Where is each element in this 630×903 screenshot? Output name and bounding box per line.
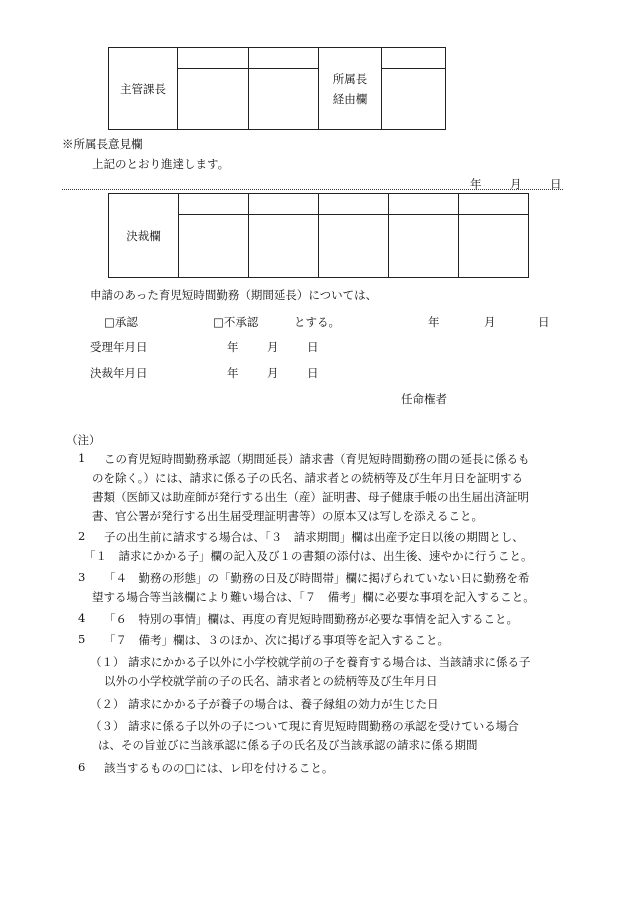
decided-year: 年 <box>227 366 239 380</box>
note-number: 3 <box>78 570 86 584</box>
stamp-cell <box>389 215 459 278</box>
note-number: 6 <box>78 760 86 774</box>
stamp-cell <box>178 69 249 130</box>
affiliation-label-cell <box>319 48 382 130</box>
result-intro: 申請のあった育児短時間勤務（期間延長）については、 <box>90 288 378 302</box>
note-line: 「４ 勤務の形態」の「勤務の日及び時間帯」欄に掲げられていない日に勤務を希 <box>104 571 530 585</box>
note-line: 請求にかかる子以外に小学校就学前の子を養育する場合は、当該請求に係る子 <box>128 655 531 669</box>
decision-label: 決裁欄 <box>126 228 161 243</box>
received-year: 年 <box>227 340 239 354</box>
stamp-cell <box>249 215 319 278</box>
note-number: （１） <box>90 655 125 669</box>
affiliation-label-line1: 所属長 <box>332 71 368 86</box>
note-line: この育児短時間勤務承認（期間延長）請求書（育児短時間勤務の間の延長に係るも <box>104 452 530 466</box>
stamp-cell <box>382 48 446 69</box>
note-line: 子の出生前に請求する場合は、「３ 請求期間」欄は出産予定日以後の期間とし、 <box>104 530 524 544</box>
received-day: 日 <box>307 340 319 354</box>
notes-heading: （注） <box>66 433 101 447</box>
supervisor-label-cell <box>109 48 178 130</box>
note-number: （３） <box>90 719 125 733</box>
received-date-label: 受理年月日 <box>90 340 148 354</box>
note-line: 書、官公署が発行する出生届受理証明書等）の原本又は写しを添えること。 <box>92 509 483 523</box>
opinion-year: 年 <box>470 177 482 191</box>
note-line: 該当するものの□には、レ印を付けること。 <box>104 761 334 775</box>
opinion-text: 上記のとおり進達します。 <box>92 157 230 171</box>
note-line: のを除く。）には、請求に係る子の氏名、請求者との続柄等及び生年月日を証明する <box>92 471 524 485</box>
note-line: 請求に係る子以外の子について現に育児短時間勤務の承認を受けている場合 <box>128 719 519 733</box>
result-year: 年 <box>428 315 440 329</box>
note-number: 5 <box>78 632 86 646</box>
opinion-heading: ※所属長意見欄 <box>62 137 143 151</box>
note-number: （２） <box>90 697 125 711</box>
stamp-cell <box>319 194 389 215</box>
disapprove-checkbox[interactable]: □不承認 <box>213 315 259 329</box>
decision-table <box>108 193 529 278</box>
note-line: 書類（医師又は助産師が発行する出生（産）証明書、母子健康手帳の出生届出済証明 <box>92 490 529 504</box>
note-line: 「７ 備考」欄は、３のほか、次に掲げる事項等を記入すること。 <box>104 633 449 647</box>
note-line: 望する場合等当該欄により難い場合は、「７ 備考」欄に必要な事項を記入すること。 <box>92 590 535 604</box>
stamp-cell <box>249 194 319 215</box>
stamp-cell <box>459 194 529 215</box>
opinion-day: 日 <box>550 177 562 191</box>
appointing-authority: 任命権者 <box>401 392 447 406</box>
stamp-cell <box>382 69 446 130</box>
opinion-month: 月 <box>510 177 522 191</box>
stamp-cell <box>179 215 249 278</box>
supervisor-label: 主管課長 <box>120 81 166 96</box>
note-line: 「６ 特別の事情」欄は、再度の育児短時間勤務が必要な事情を記入すること。 <box>104 612 518 626</box>
result-day: 日 <box>538 315 550 329</box>
approve-checkbox[interactable]: □承認 <box>104 315 138 329</box>
note-line: は、その旨並びに当該承認に係る子の氏名及び当該承認の請求に係る期間 <box>98 738 478 752</box>
stamp-cell <box>319 215 389 278</box>
note-number: 4 <box>78 611 86 625</box>
result-month: 月 <box>484 315 496 329</box>
note-number: 2 <box>78 529 86 543</box>
top-approval-table <box>108 47 446 130</box>
stamp-cell <box>179 194 249 215</box>
affiliation-label-line2: 経由欄 <box>332 91 368 106</box>
note-line: 「１ 請求にかかる子」欄の記入及び１の書類の添付は、出生後、速やかに行うこと。 <box>84 549 533 563</box>
note-number: 1 <box>78 451 86 465</box>
decision-label-cell <box>109 194 179 278</box>
stamp-cell <box>249 69 319 130</box>
decided-day: 日 <box>307 366 319 380</box>
note-line: 以外の小学校就学前の子の氏名、請求者との続柄等及び生年月日 <box>104 674 438 688</box>
stamp-cell <box>459 215 529 278</box>
note-line: 請求にかかる子が養子の場合は、養子縁組の効力が生じた日 <box>128 697 439 711</box>
decided-month: 月 <box>267 366 279 380</box>
stamp-cell <box>178 48 249 69</box>
stamp-cell <box>249 48 319 69</box>
decided-date-label: 決裁年月日 <box>90 366 148 380</box>
received-month: 月 <box>267 340 279 354</box>
dotted-separator <box>62 189 563 190</box>
result-suffix: とする。 <box>294 315 340 329</box>
stamp-cell <box>389 194 459 215</box>
